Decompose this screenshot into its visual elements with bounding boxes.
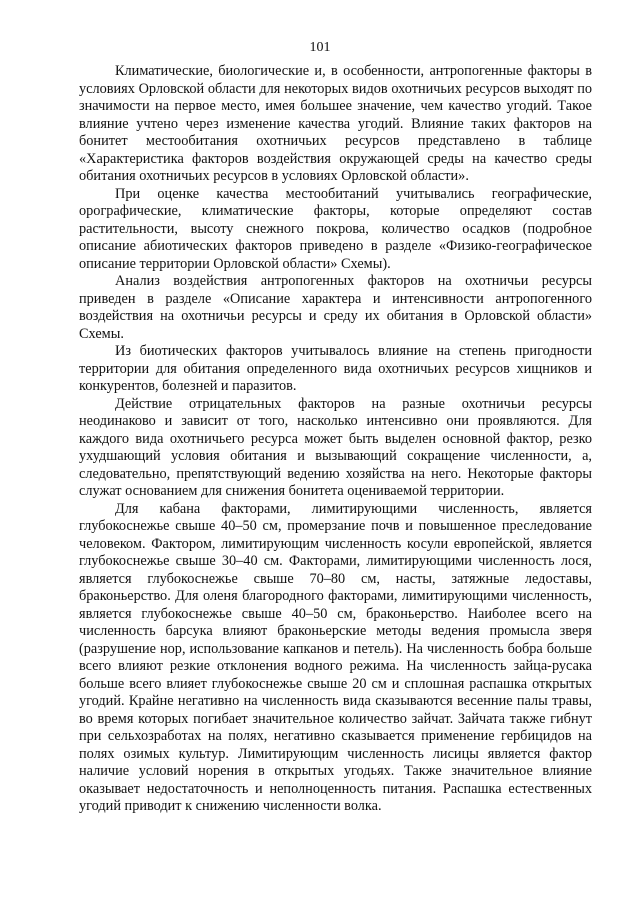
page-number: 101 [309,40,331,55]
paragraph-habitat-quality: При оценке качества местообитаний учитывались географические, орографические, климатические факторы, которые определяют состав растительности, высоту снежного покрова, количество осадков (подробное описание абиотических факторов приведено в разделе «Физико-географическое описание территории Орловской области» Схемы). [79,185,592,272]
paragraph-limiting-factors-by-species: Для кабана факторами, лимитирующими численность, является глубокоснежье свыше 40–50 см, промерзание почв и повышенное преследование человеком. Фактором, лимитирующим численность косули европейской, является глубокоснежье свыше 30–40 см. Факторами, лимитирующими численность лося, является глубокоснежье свыше 70–80 см, насты, затяжные ледоставы, браконьерство. Для оленя благородного факторами, лимитирующими численность, является глубокоснежье свыше 40–50 см, браконьерство. Наиболее всего на численность барсука влияют браконьерские методы ведения промысла зверя (разрушение нор, использование капканов и петель). На численность бобра больше всего влияют резкие отклонения водного режима. На численность зайца-русака больше всего влияет глубокоснежье свыше 20 см и сплошная распашка открытых угодий. Крайне негативно на численность вида сказываются весенние палы травы, во время которых погибает значительное количество зайчат. Зайчата также гибнут при сельхозработах на полях, негативно сказывается применение гербицидов на полях озимых культур. Лимитирующим численность лисицы является фактор наличие условий норения в открытых угодьях. Также значительное влияние оказывает недостаточность и неполноценность питания. Распашка естественных угодий приводит к снижению численности волка. [79,500,592,814]
document-body [79,63,592,816]
paragraph-climatic-factors: Климатические, биологические и, в особенности, антропогенные факторы в условиях Орловской области для некоторых видов охотничьих ресурсов выходят по значимости на первое место, имея большее значение, чем качество угодий. Такое влияние учтено через изменение качества угодий. Влияние таких факторов на бонитет местообитания охотничьих ресурсов представлено в таблице «Характеристика факторов воздействия окружающей среды на качество среды обитания охотничьих ресурсов в условиях Орловской области». [79,63,592,184]
paragraph-anthropogenic-analysis: Анализ воздействия антропогенных факторов на охотничьи ресурсы приведен в разделе «Описание характера и интенсивности антропогенного воздействия на охотничьи ресурсы и среду их обитания в Орловской области» Схемы. [79,273,592,342]
paragraph-biotic-factors: Из биотических факторов учитывалось влияние на степень пригодности территории для обитания определенного вида охотничьих ресурсов хищников и конкурентов, болезней и паразитов. [79,343,592,394]
paragraph-negative-factors: Действие отрицательных факторов на разные охотничьи ресурсы неодинаково и зависит от того, насколько интенсивно они проявляются. Для каждого вида охотничьего ресурса может быть выделен основной фактор, резко ухудшающий условия обитания и вызывающий сокращение численности, а, следовательно, препятствующий ведению хозяйства на него. Некоторые факторы служат основанием для снижения бонитета оцениваемой территории. [79,395,592,499]
